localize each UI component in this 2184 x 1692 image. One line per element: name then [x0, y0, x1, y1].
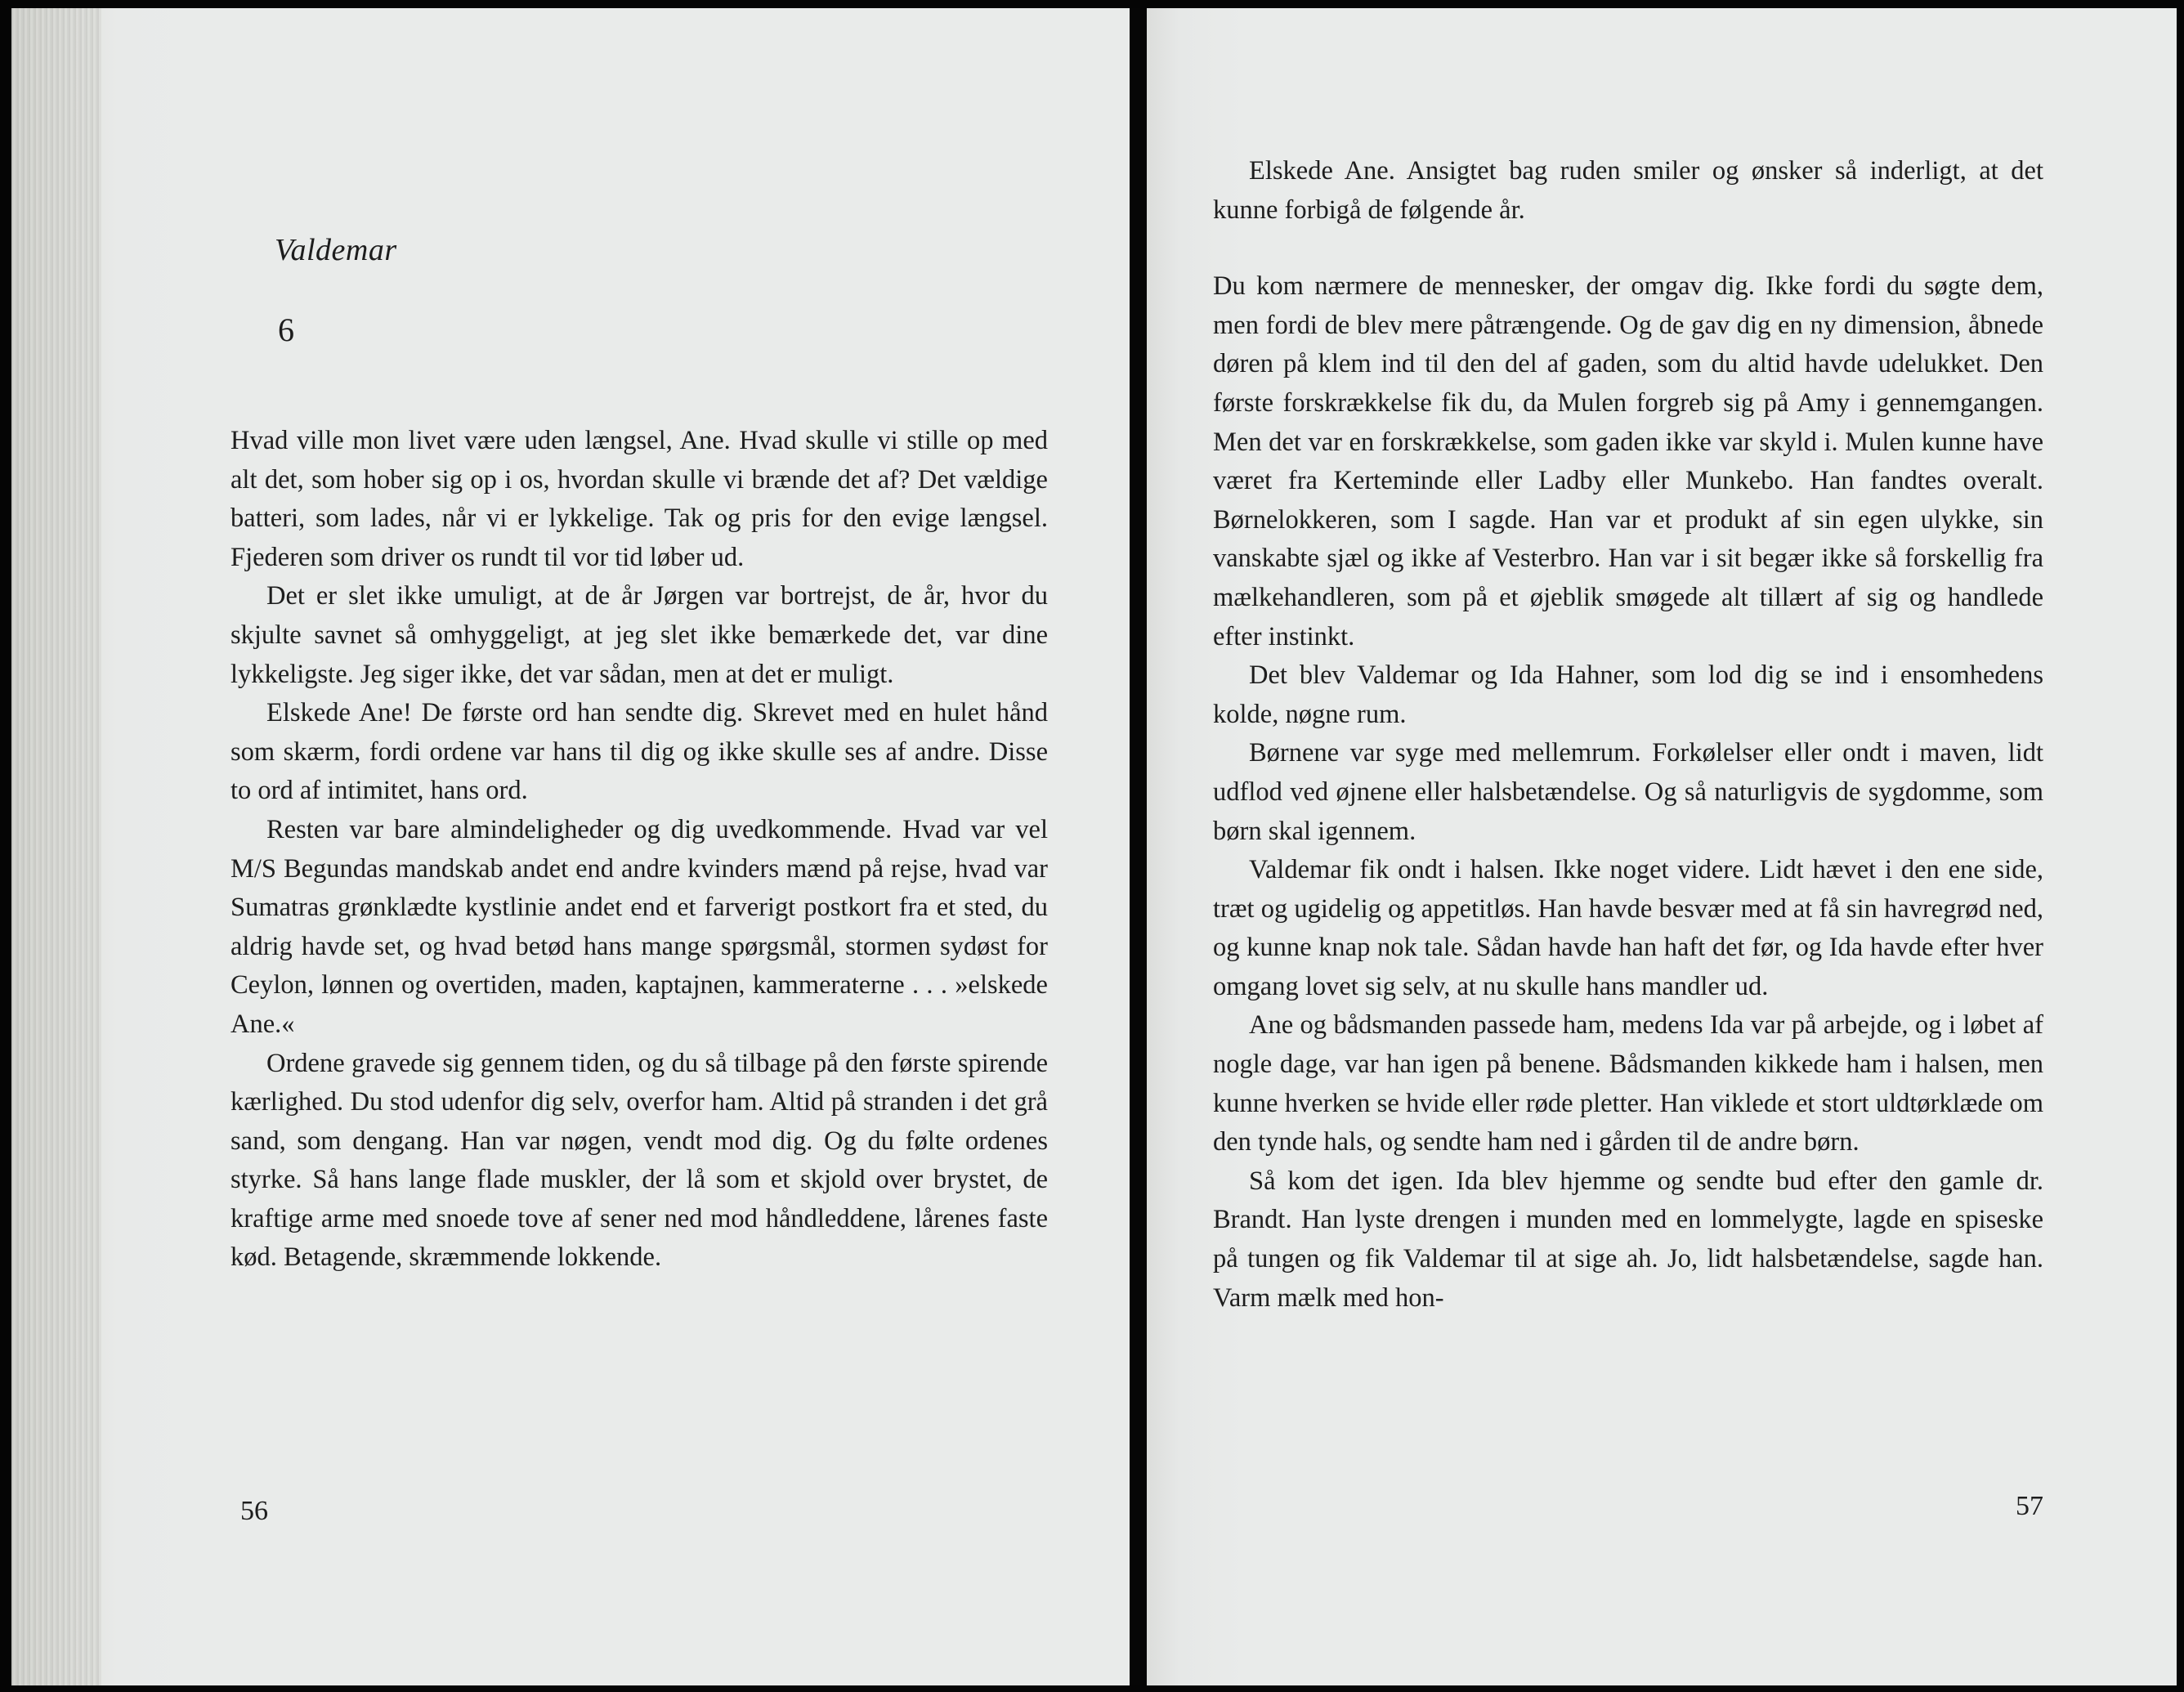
paragraph: Børnene var syge med mellemrum. Forkølelser eller ondt i maven, lidt udflod ved øjnene eller halsbetændelse. Og så naturligvis de sygdomme, som børn skal igennem. — [1213, 738, 2043, 846]
page-edge-stack — [11, 8, 101, 1685]
paragraph: Elskede Ane. Ansigtet bag ruden smiler og ønsker så inderligt, at det kunne forbigå de følgende år. — [1213, 156, 2043, 225]
left-body-text — [230, 422, 1048, 1278]
paragraph: Det er slet ikke umuligt, at de år Jørgen var bortrejst, de år, hvor du skjulte savnet så omhyggeligt, at jeg slet ikke bemærkede det, var dine lykkeligste. Jeg siger ikke, det var sådan, men at det er muligt. — [230, 581, 1048, 689]
paragraph: Ordene gravede sig gennem tiden, og du så tilbage på den første spirende kærlighed. Du stod udenfor dig selv, overfor ham. Altid på stranden i det grå sand, som dengang. Han var nøgen, vendt mod dig. Og du følte ordenes styrke. Så hans lange flade muskler, der lå som et skjold over brystet, de kraftige arme med snoede tove af sener ned mod håndleddene, lårenes faste kød. Betagende, skræmmende lokkende. — [230, 1048, 1048, 1273]
paragraph: Hvad ville mon livet være uden længsel, Ane. Hvad skulle vi stille op med alt det, som hober sig op i os, hvordan skulle vi brænde det af? Det vældige batteri, som lades, når vi er lykkelige. Tak og pris for den evige længsel. Fjederen som driver os rundt til vor tid løber ud. — [230, 426, 1048, 572]
paragraph: Valdemar fik ondt i halsen. Ikke noget videre. Lidt hævet i den ene side, træt og ugidelig og appetitløs. Han havde besvær med at få sin havregrød ned, og kunne knap nok tale. Sådan havde han haft det før, og Ida havde efter hver omgang lovet sig selv, at nu skulle hans mandler ud. — [1213, 855, 2043, 1001]
chapter-title: Valdemar — [275, 233, 397, 267]
right-body-text — [1213, 152, 2043, 1318]
page-number-right: 57 — [2016, 1491, 2043, 1521]
book-gutter — [1130, 8, 1140, 1685]
chapter-number: 6 — [278, 311, 294, 348]
paragraph: Du kom nærmere de mennesker, der omgav dig. Ikke fordi du søgte dem, men fordi de blev mere påtrængende. Og de gav dig en ny dimension, åbnede døren på klem ind til den del af gaden, som du altid havde udelukket. Den første forskrækkelse fik du, da Mulen forgreb sig på Amy i gennemgangen. Men det var en forskrækkelse, som gaden ikke var skyld i. Mulen kunne have været fra Kerteminde eller Ladby eller Munkebo. Han fandtes overalt. Børnelokkeren, som I sagde. Han var et produkt af sin egen ulykke, sin vanskabte sjæl og ikke af Vesterbro. Han var i sit begær ikke så forskellig fra mælkehandleren, som på et øjeblik smøgede alt tillært af sig og handlede efter instinkt. — [1213, 271, 2043, 651]
page-number-left: 56 — [240, 1496, 268, 1526]
paragraph: Ane og bådsmanden passede ham, medens Ida var på arbejde, og i løbet af nogle dage, var han igen på benene. Bådsmanden kikkede ham i halsen, men kunne hverken se hvide eller røde pletter. Han viklede et stort uldtørklæde om den tynde hals, og sendte ham ned i gården til de andre børn. — [1213, 1010, 2043, 1157]
paragraph: Så kom det igen. Ida blev hjemme og sendte bud efter den gamle dr. Brandt. Han lyste drengen i munden med en lommelygte, lagde en spiseske på tungen og fik Valdemar til at sige ah. Jo, lidt halsbetændelse, sagde han. Varm mælk med hon- — [1213, 1166, 2043, 1313]
paragraph: Elskede Ane! De første ord han sendte dig. Skrevet med en hulet hånd som skærm, fordi ordene var hans til dig og ikke skulle ses af andre. Disse to ord af intimitet, hans ord. — [230, 698, 1048, 806]
paragraph: Resten var bare almindeligheder og dig uvedkommende. Hvad var vel M/S Begundas mandskab andet end andre kvinders mænd på rejse, hvad var Sumatras grønklædte kystlinie andet end et farverigt postkort fra et sted, du aldrig havde set, og hvad betød hans mange spørgsmål, stormen sydøst for Ceylon, lønnen og overtiden, maden, kaptajnen, kammeraterne . . . »elskede Ane.« — [230, 814, 1048, 1039]
paragraph: Det blev Valdemar og Ida Hahner, som lod dig se ind i ensomhedens kolde, nøgne rum. — [1213, 660, 2043, 729]
